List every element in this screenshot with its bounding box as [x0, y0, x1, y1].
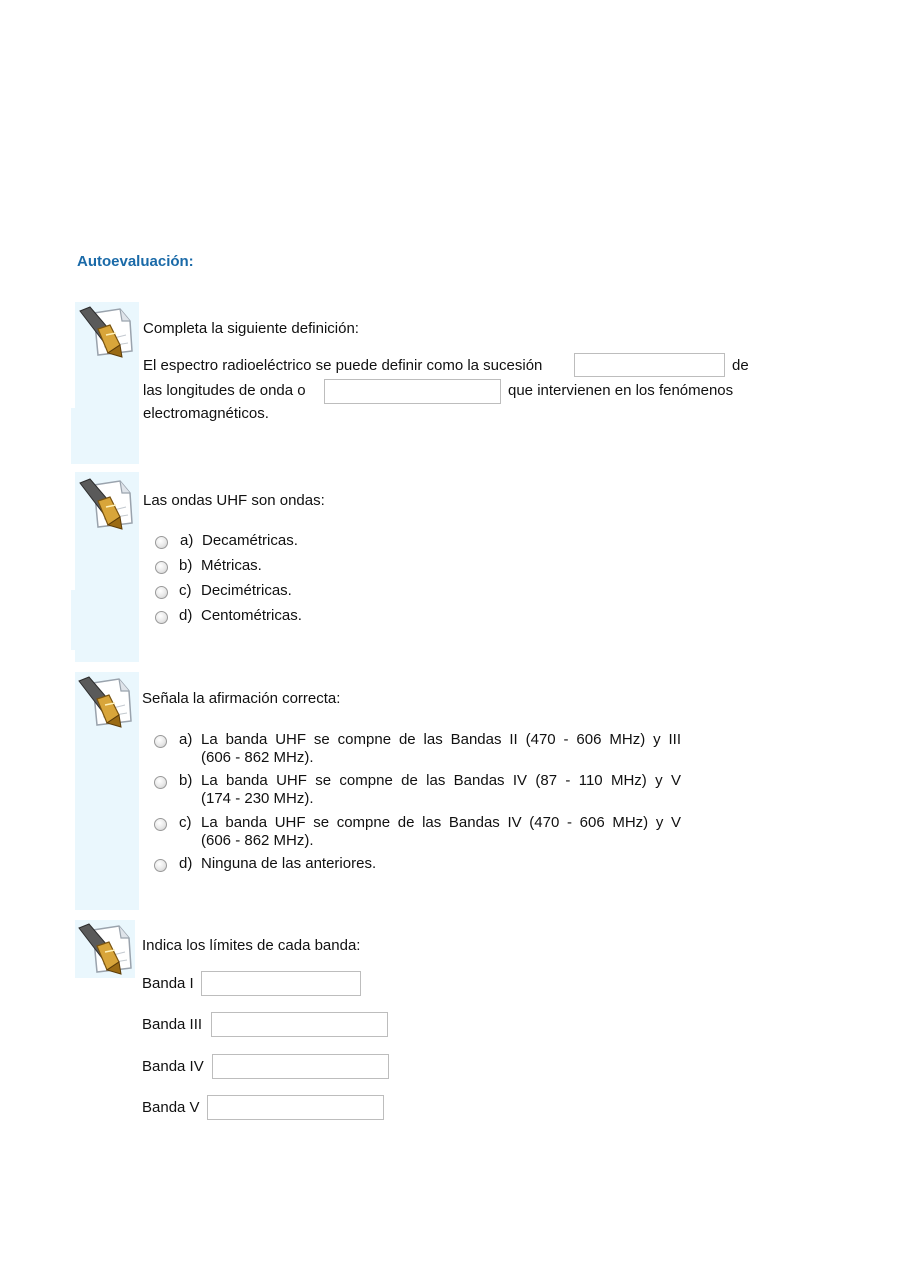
page-heading: Autoevaluación:: [77, 253, 194, 270]
banda-iii-input[interactable]: [211, 1012, 388, 1037]
banda-iv-label: Banda IV: [142, 1058, 204, 1075]
q3-option-c-text-cont: (606 - 862 MHz).: [201, 832, 314, 849]
q2-option-b-letter: b): [179, 557, 193, 574]
q3-option-a-letter: a): [179, 731, 193, 748]
banda-iii-label: Banda III: [142, 1016, 203, 1033]
banda-v-input[interactable]: [207, 1095, 384, 1120]
q3-option-c-text: La banda UHF se compne de las Bandas IV (470 - 606 MHz) y V: [201, 814, 681, 831]
q1-line3: electromagnéticos.: [143, 405, 269, 422]
q3-option-b-radio[interactable]: [154, 776, 167, 789]
q2-option-b-radio[interactable]: [155, 561, 168, 574]
q3-option-a-text-cont: (606 - 862 MHz).: [201, 749, 314, 766]
q2-option-a-letter: a): [180, 532, 194, 549]
q3-option-b-letter: b): [179, 772, 193, 789]
q2-option-c-radio[interactable]: [155, 586, 168, 599]
q3-option-d-radio[interactable]: [154, 859, 167, 872]
q2-option-d-text: Centométricas.: [201, 607, 302, 624]
banda-i-label: Banda I: [142, 975, 194, 992]
side-panel-notch: [71, 590, 77, 650]
q4-title: Indica los límites de cada banda:: [142, 937, 361, 954]
banda-i-input[interactable]: [201, 971, 361, 996]
q2-option-b-text: Métricas.: [201, 557, 262, 574]
q3-option-a-text: La banda UHF se compne de las Bandas II (470 - 606 MHz) y III: [201, 731, 681, 748]
q1-title: Completa la siguiente definición:: [143, 320, 359, 337]
q1-blank-2-input[interactable]: [324, 379, 501, 404]
pen-paper-icon: [76, 305, 134, 361]
q2-option-d-radio[interactable]: [155, 611, 168, 624]
q1-line1-end: de: [732, 357, 749, 374]
q2-option-c-text: Decimétricas.: [201, 582, 292, 599]
q3-option-c-letter: c): [179, 814, 192, 831]
pen-paper-icon: [75, 675, 133, 731]
q3-option-d-text: Ninguna de las anteriores.: [201, 855, 377, 872]
q1-line2-start: las longitudes de onda o: [143, 382, 306, 399]
q3-option-b-text: La banda UHF se compne de las Bandas IV (87 - 110 MHz) y V: [201, 772, 681, 789]
pen-paper-icon: [75, 922, 133, 978]
pen-paper-icon: [76, 477, 134, 533]
q2-option-a-radio[interactable]: [155, 536, 168, 549]
banda-v-label: Banda V: [142, 1099, 200, 1116]
q2-option-a-text: Decamétricas.: [202, 532, 298, 549]
side-panel-notch: [71, 408, 77, 464]
q3-title: Señala la afirmación correcta:: [142, 690, 341, 707]
q2-title: Las ondas UHF son ondas:: [143, 492, 325, 509]
q1-line1-start: El espectro radioeléctrico se puede definir como la sucesión: [143, 357, 543, 374]
q3-option-d-letter: d): [179, 855, 193, 872]
q3-option-a-radio[interactable]: [154, 735, 167, 748]
q1-blank-1-input[interactable]: [574, 353, 725, 377]
q1-line2-end: que intervienen en los fenómenos: [508, 382, 734, 399]
q3-option-b-text-cont: (174 - 230 MHz).: [201, 790, 314, 807]
q2-option-c-letter: c): [179, 582, 192, 599]
q3-option-c-radio[interactable]: [154, 818, 167, 831]
banda-iv-input[interactable]: [212, 1054, 389, 1079]
q2-option-d-letter: d): [179, 607, 193, 624]
